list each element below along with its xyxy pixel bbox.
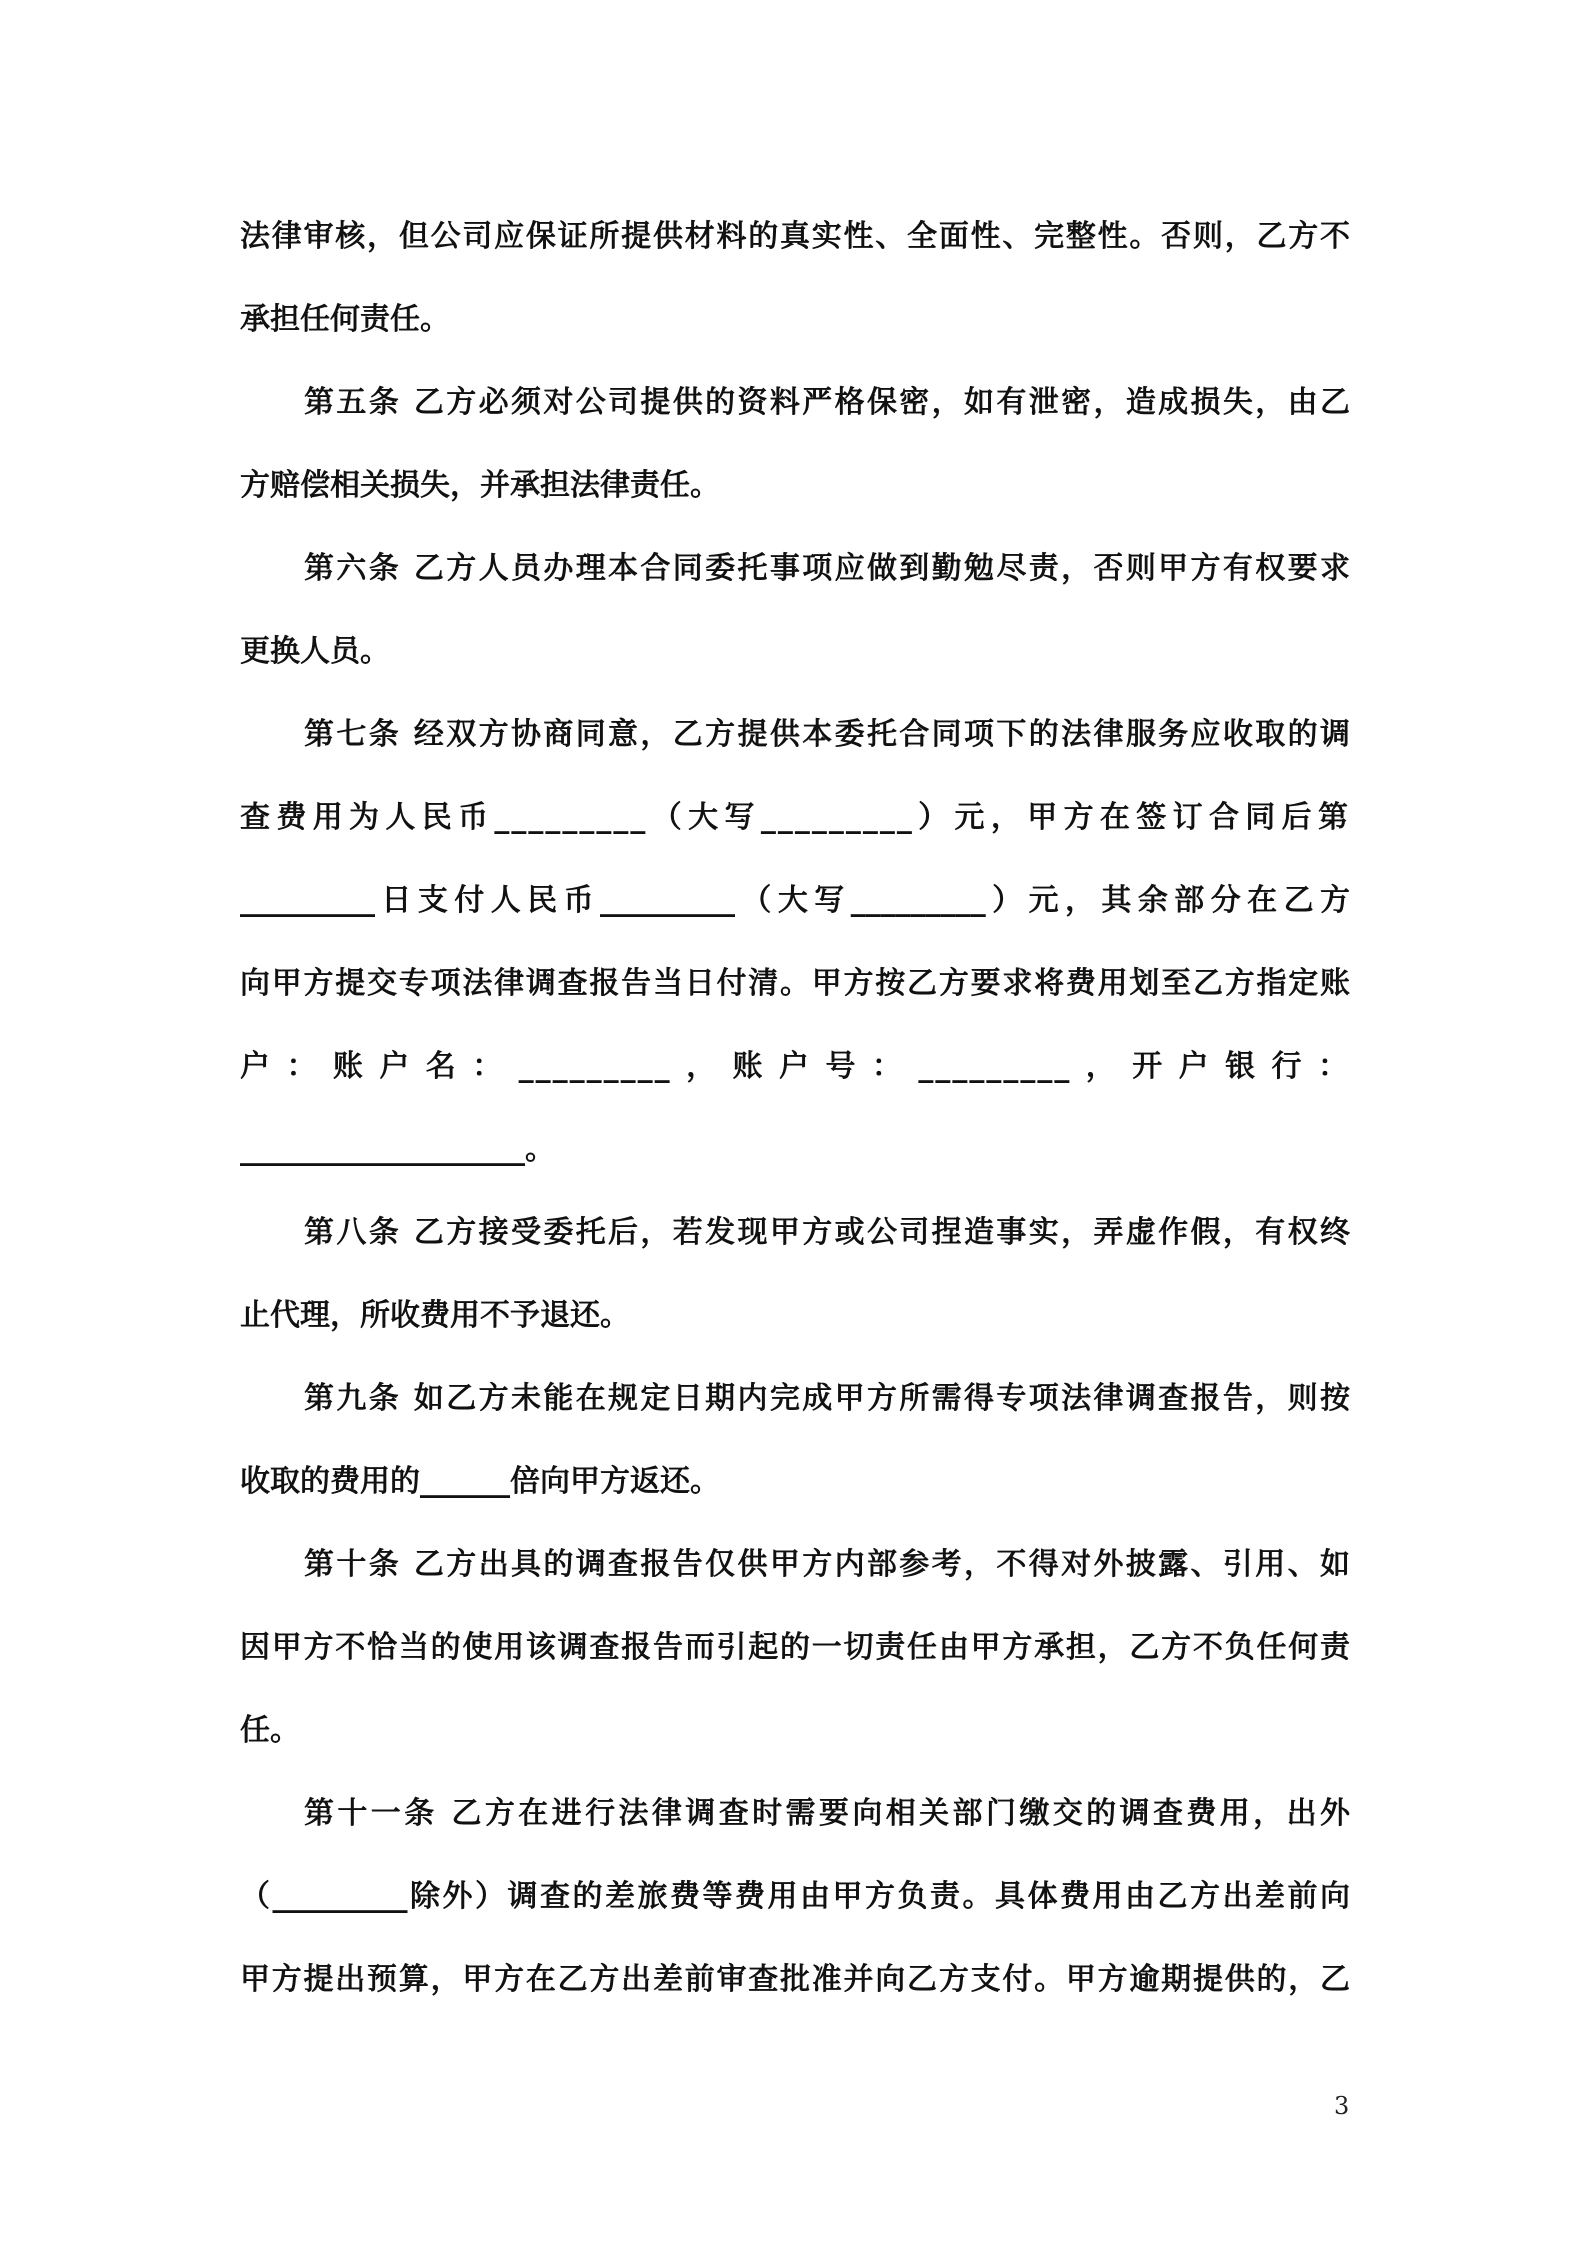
text-line: 查费用为人民币_________（大写_________）元，甲方在签订合同后第	[240, 800, 1350, 835]
text-line: _________日支付人民币_________（大写_________）元，其余部分在乙方	[240, 883, 1350, 918]
text-line: 更换人员。	[240, 634, 390, 669]
text-line: 任。	[240, 1713, 300, 1748]
text-line: ___________________。	[240, 1132, 555, 1167]
text-line: 户：账户名：_________，账户号：_________，开户银行：	[240, 1049, 1350, 1084]
article-7-line: 第七条 经双方协商同意，乙方提供本委托合同项下的法律服务应收取的调	[304, 717, 1350, 752]
article-6-line: 第六条 乙方人员办理本合同委托事项应做到勤勉尽责，否则甲方有权要求	[304, 551, 1350, 586]
article-11-line: 第十一条 乙方在进行法律调查时需要向相关部门缴交的调查费用，出外	[304, 1796, 1350, 1831]
text-line: 向甲方提交专项法律调查报告当日付清。甲方按乙方要求将费用划至乙方指定账	[240, 966, 1350, 1001]
article-10-line: 第十条 乙方出具的调查报告仅供甲方内部参考，不得对外披露、引用、如	[304, 1547, 1350, 1582]
text-line: 收取的费用的______倍向甲方返还。	[240, 1464, 720, 1499]
text-line: （_________除外）调查的差旅费等费用由甲方负责。具体费用由乙方出差前向	[240, 1879, 1350, 1914]
text-line: 承担任何责任。	[240, 302, 450, 337]
article-5-line: 第五条 乙方必须对公司提供的资料严格保密，如有泄密，造成损失，由乙	[304, 385, 1350, 420]
page-number: 3	[1334, 2092, 1350, 2120]
document-body	[240, 195, 1350, 2021]
text-line: 止代理，所收费用不予退还。	[240, 1298, 630, 1333]
text-line: 法律审核，但公司应保证所提供材料的真实性、全面性、完整性。否则，乙方不	[240, 219, 1350, 254]
article-8-line: 第八条 乙方接受委托后，若发现甲方或公司捏造事实，弄虚作假，有权终	[304, 1215, 1350, 1250]
text-line: 甲方提出预算，甲方在乙方出差前审查批准并向乙方支付。甲方逾期提供的，乙	[240, 1962, 1350, 1997]
text-line: 因甲方不恰当的使用该调查报告而引起的一切责任由甲方承担，乙方不负任何责	[240, 1630, 1350, 1665]
article-9-line: 第九条 如乙方未能在规定日期内完成甲方所需得专项法律调查报告，则按	[304, 1381, 1350, 1416]
text-line: 方赔偿相关损失，并承担法律责任。	[240, 468, 720, 503]
